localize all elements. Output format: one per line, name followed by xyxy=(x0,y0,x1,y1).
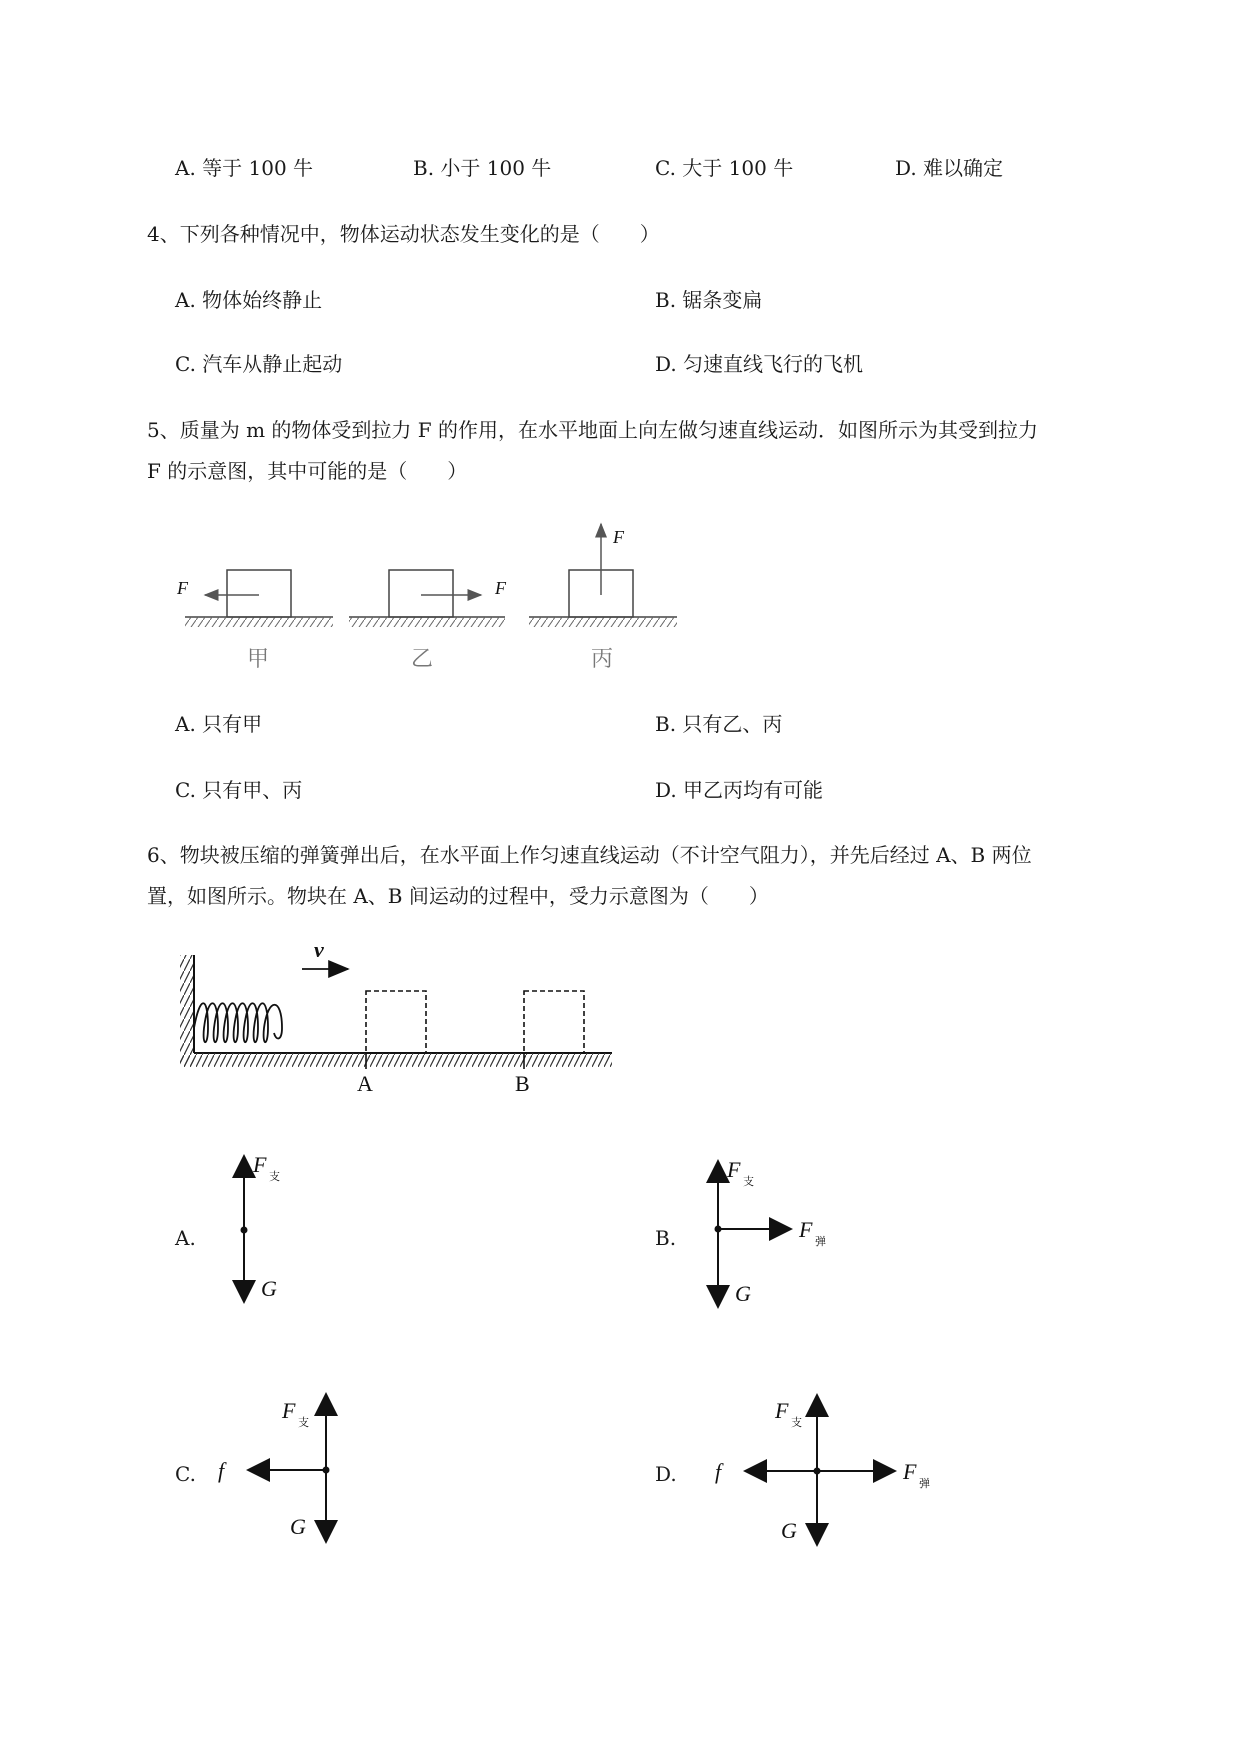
label-sub-spring: 弹 xyxy=(919,1477,930,1490)
q5-force-label-yi: F xyxy=(495,578,506,598)
q3-option-d: D. 难以确定 xyxy=(895,156,1004,180)
q6-diagram-d xyxy=(705,1388,965,1548)
q5-figure xyxy=(175,520,695,680)
q5-diagram-bing xyxy=(529,524,677,672)
q5-force-label-bing: F xyxy=(613,527,624,547)
block-at-a xyxy=(366,991,426,1053)
q3-option-b: B. 小于 100 牛 xyxy=(413,156,552,180)
label-sub-support: 支 xyxy=(269,1170,280,1183)
q5-option-a: A. 只有甲 xyxy=(175,712,263,736)
q6-diagram-c xyxy=(210,1388,350,1548)
label-f-support: F xyxy=(282,1398,296,1423)
q5-force-label-jia: F xyxy=(177,578,188,598)
label-f-spring: F xyxy=(799,1217,813,1242)
q6-option-d-letter: D. xyxy=(655,1462,677,1486)
center-point xyxy=(323,1467,330,1474)
q3-option-a: A. 等于 100 牛 xyxy=(175,156,314,180)
q6-option-b-letter: B. xyxy=(655,1226,677,1250)
q6-stem-line1: 6、物块被压缩的弹簧弹出后，在水平面上作匀速直线运动（不计空气阻力），并先后经过 A、B 两位 xyxy=(147,843,1032,867)
q4-option-b: B. 锯条变扁 xyxy=(655,288,763,312)
q5-diagram-yi xyxy=(349,570,507,672)
center-point xyxy=(241,1227,248,1234)
velocity-label: v xyxy=(314,937,324,962)
wall xyxy=(180,955,194,1067)
label-g: G xyxy=(735,1281,751,1306)
q4-stem: 4、下列各种情况中，物体运动状态发生变化的是（ ） xyxy=(147,222,660,246)
q6-figure xyxy=(178,935,618,1095)
label-sub-spring: 弹 xyxy=(815,1235,826,1248)
center-point xyxy=(814,1468,821,1475)
label-f-spring: F xyxy=(903,1459,917,1484)
q5-option-b: B. 只有乙、丙 xyxy=(655,712,783,736)
spring xyxy=(194,1003,282,1042)
label-f-support: F xyxy=(775,1398,789,1423)
q5-caption-jia: 甲 xyxy=(247,647,270,672)
q5-caption-yi: 乙 xyxy=(411,647,434,672)
label-friction: f xyxy=(715,1459,722,1484)
label-sub-support: 支 xyxy=(791,1416,802,1429)
q6-diagram-b xyxy=(705,1155,865,1315)
label-g: G xyxy=(290,1514,306,1539)
q6-stem-line2: 置，如图所示。物块在 A、B 间运动的过程中，受力示意图为（ ） xyxy=(147,884,769,908)
label-g: G xyxy=(261,1276,277,1301)
label-f-support: F xyxy=(727,1157,741,1182)
q6-diagram-a xyxy=(225,1150,345,1310)
label-f-support: F xyxy=(253,1152,267,1177)
block-at-b xyxy=(524,991,584,1053)
q4-option-c: C. 汽车从静止起动 xyxy=(175,352,343,376)
q4-option-a: A. 物体始终静止 xyxy=(175,288,323,312)
center-point xyxy=(715,1226,722,1233)
q5-caption-bing: 丙 xyxy=(591,647,614,672)
label-friction: f xyxy=(218,1458,225,1483)
q5-stem-line2: F 的示意图，其中可能的是（ ） xyxy=(147,459,468,483)
label-sub-support: 支 xyxy=(743,1175,754,1188)
q5-option-c: C. 只有甲、丙 xyxy=(175,778,303,802)
q3-option-c: C. 大于 100 牛 xyxy=(655,156,794,180)
q6-option-a-letter: A. xyxy=(175,1226,196,1250)
q5-diagram-jia xyxy=(176,570,333,672)
point-label-a: A xyxy=(357,1071,373,1096)
point-label-b: B xyxy=(515,1071,530,1096)
q6-option-c-letter: C. xyxy=(175,1462,196,1486)
q4-option-d: D. 匀速直线飞行的飞机 xyxy=(655,352,864,376)
label-g: G xyxy=(781,1518,797,1543)
label-sub-support: 支 xyxy=(298,1416,309,1429)
q5-option-d: D. 甲乙丙均有可能 xyxy=(655,778,824,802)
q5-stem-line1: 5、质量为 m 的物体受到拉力 F 的作用，在水平地面上向左做匀速直线运动．如图所示为其受到拉力 xyxy=(147,418,1038,442)
